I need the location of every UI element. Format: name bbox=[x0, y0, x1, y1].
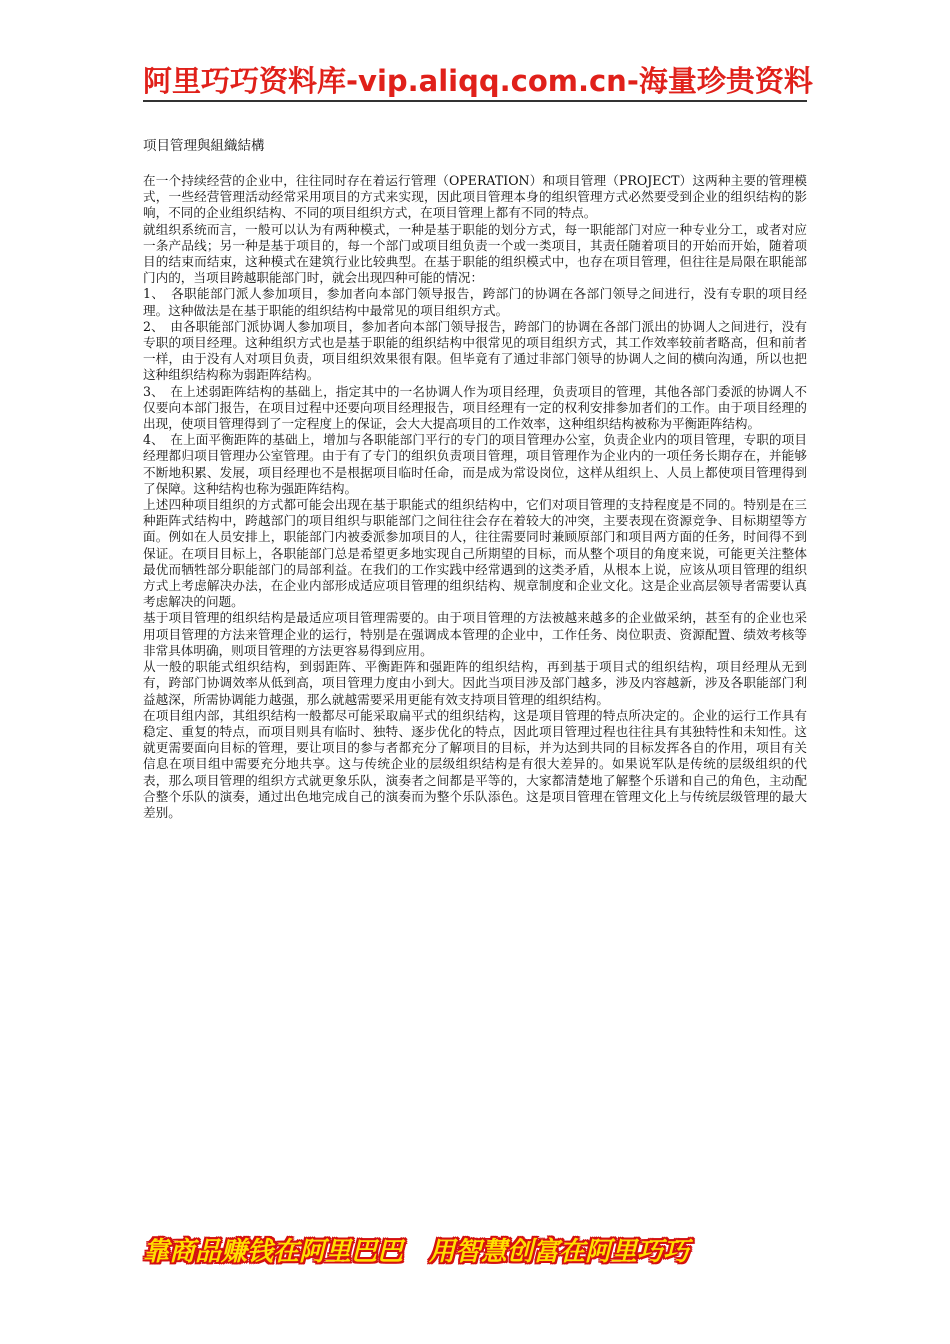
paragraph: 上述四种项目组织的方式都可能会出现在基于职能式的组织结构中，它们对项目管理的支持程度是不同的。特别是在三种距阵式结构中，跨越部门的项目组织与职能部门之间往往会存在着较大的冲突，主要表现在资源竞争、目标期望等方面。例如在人员安排上，职能部门内被委派参加项目的人，往往需要同时兼顾原部门和项目两方面的任务，时间得不到保证。在项目目标上，各职能部门总是希望更多地实现自己所期望的目标，而从整个项目的角度来说，可能更关注整体最优而牺牲部分职能部门的局部利益。在我们的工作实践中经常遇到的这类矛盾，从根本上说，应该从项目管理的组织方式上考虑解决办法，在企业内部形成适应项目管理的组织结构、规章制度和企业文化。这是企业高层领导者需要认真考虑解决的问题。 bbox=[143, 497, 807, 610]
paragraph: 4、 在上面平衡距阵的基础上，增加与各职能部门平行的专门的项目管理办公室，负责企业内的项目管理，专职的项目经理都归项目管理办公室管理。由于有了专门的组织负责项目管理，项目管理作为企业内的一项任务长期存在，并能够不断地积累、发展，项目经理也不是根据项目临时任命，而是成为常设岗位，这样从组织上、人员上都使项目管理得到了保障。这种结构也称为强距阵结构。 bbox=[143, 432, 807, 496]
paragraph: 在一个持续经营的企业中，往往同时存在着运行管理（OPERATION）和项目管理（PROJECT）这两种主要的管理模式，一些经营管理活动经常采用项目的方式来实现，因此项目管理本身的组织管理方式必然要受到企业的组织结构的影响，不同的企业组织结构、不同的项目组织方式，在项目管理上都有不同的特点。 bbox=[143, 173, 807, 221]
paragraph: 从一般的职能式组织结构，到弱距阵、平衡距阵和强距阵的组织结构，再到基于项目式的组织结构，项目经理从无到有，跨部门协调效率从低到高，项目管理力度由小到大。因此当项目涉及部门越多，涉及内容越新，涉及各职能部门利益越深，所需协调能力越强，那么就越需要采用更能有效支持项目管理的组织结构。 bbox=[143, 659, 807, 707]
document-body bbox=[143, 173, 807, 821]
header-banner: 阿里巧巧资料库-vip.aliqq.com.cn-海量珍贵资料 bbox=[143, 64, 813, 98]
paragraph: 在项目组内部，其组织结构一般都尽可能采取扁平式的组织结构，这是项目管理的特点所决定的。企业的运行工作具有稳定、重复的特点，而项目则具有临时、独特、逐步优化的特点，因此项目管理过程也往往具有其独特性和未知性。这就更需要面向目标的管理，要让项目的参与者都充分了解项目的目标，并为达到共同的目标发挥各自的作用，项目有关信息在项目组中需要充分地共享。这与传统企业的层级组织结构是有很大差异的。如果说军队是传统的层级组织的代表，那么项目管理的组织方式就更象乐队，演奏者之间都是平等的，大家都清楚地了解整个乐谱和自己的角色，主动配合整个乐队的演奏，通过出色地完成自己的演奏而为整个乐队添色。这是项目管理在管理文化上与传统层级管理的最大差别。 bbox=[143, 707, 807, 820]
paragraph: 就组织系统而言，一般可以认为有两种模式，一种是基于职能的划分方式，每一职能部门对应一种专业分工，或者对应一条产品线；另一种是基于项目的，每一个部门或项目组负责一个或一类项目，其责任随着项目的开始而开始，随着项目的结束而结束，这种模式在建筑行业比较典型。在基于职能的组织模式中，也存在项目管理，但往往是局限在职能部门内的，当项目跨越职能部门时，就会出现四种可能的情况： bbox=[143, 221, 807, 286]
header-divider bbox=[143, 100, 807, 102]
footer-banner: 靠商品赚钱在阿里巴巴 用智慧创富在阿里巧巧 bbox=[143, 1237, 690, 1267]
paragraph: 3、 在上述弱距阵结构的基础上，指定其中的一名协调人作为项目经理，负责项目的管理，其他各部门委派的协调人不仅要向本部门报告，在项目过程中还要向项目经理报告，项目经理有一定的权利安排参加者们的工作。由于项目经理的出现，使项目管理得到了一定程度上的保证，会大大提高项目的工作效率，这种组织结构被称为平衡距阵结构。 bbox=[143, 383, 807, 432]
document-title: 项目管理與組織結構 bbox=[143, 138, 265, 154]
paragraph: 基于项目管理的组织结构是最适应项目管理需要的。由于项目管理的方法被越来越多的企业做采纳，甚至有的企业也采用项目管理的方法来管理企业的运行，特别是在强调成本管理的企业中，工作任务、岗位职责、资源配置、绩效考核等非常具体明确，则项目管理的方法更容易得到应用。 bbox=[143, 610, 807, 658]
paragraph: 1、 各职能部门派人参加项目，参加者向本部门领导报告，跨部门的协调在各部门领导之间进行，没有专职的项目经理。这种做法是在基于职能的组织结构中最常见的项目组织方式。 bbox=[143, 286, 807, 318]
paragraph: 2、 由各职能部门派协调人参加项目，参加者向本部门领导报告，跨部门的协调在各部门派出的协调人之间进行，没有专职的项目经理。这种组织方式也是基于职能的组织结构中很常见的项目组织方式，其工作效率较前者略高，但和前者一样，由于没有人对项目负责，项目组织效果很有限。但毕竟有了通过非部门领导的协调人之间的横向沟通，所以也把这种组织结构称为弱距阵结构。 bbox=[143, 318, 807, 383]
